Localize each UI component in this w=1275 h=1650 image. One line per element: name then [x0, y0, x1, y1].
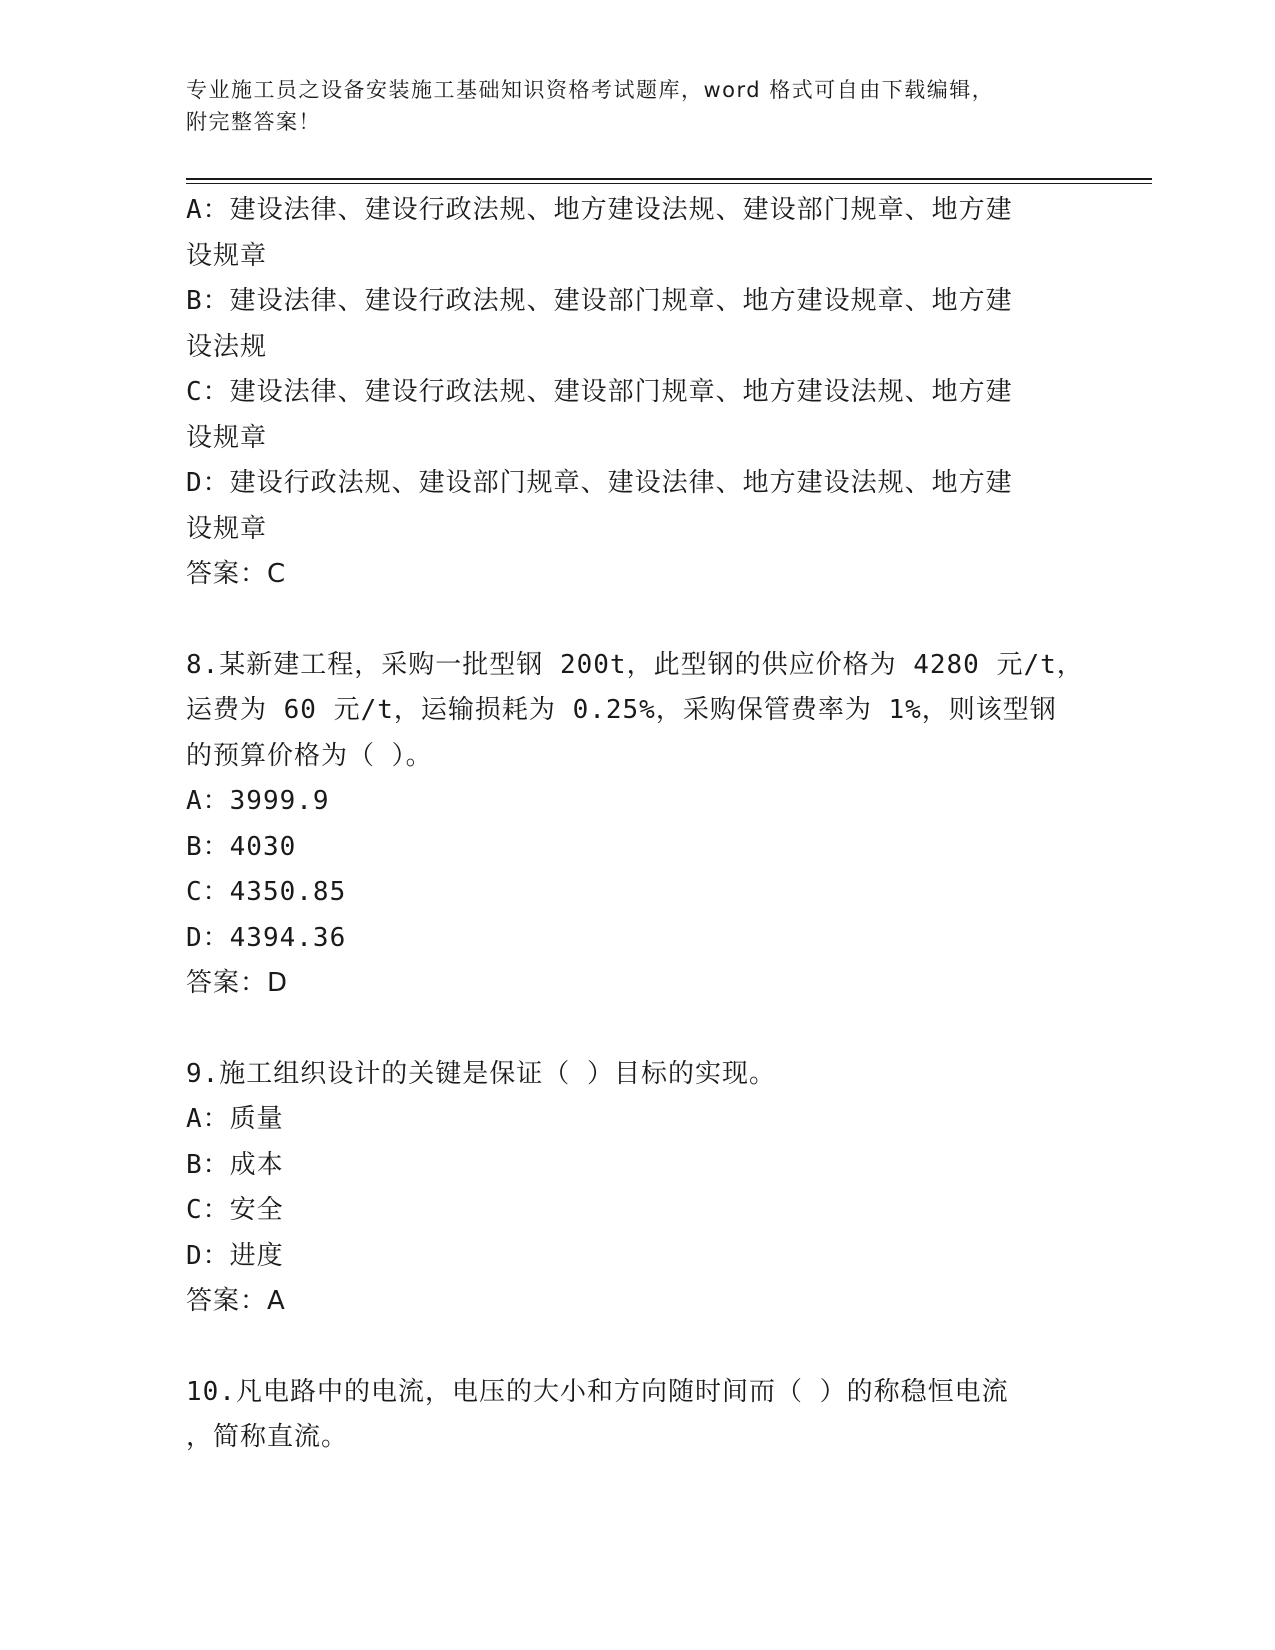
header-divider-thick	[186, 178, 1152, 180]
q9-option-a: A：质量	[186, 1104, 284, 1134]
q8-option-c: C：4350.85	[186, 877, 347, 907]
q7-option-d-line-2: 设规章	[186, 513, 268, 544]
q9-stem: 9.施工组织设计的关键是保证（ ）目标的实现。	[186, 1058, 776, 1089]
spacer	[186, 1007, 1076, 1052]
spacer	[186, 598, 1076, 643]
q8-stem-line-1: 8.某新建工程，采购一批型钢 200t，此型钢的供应价格为 4280 元/t，	[186, 649, 1084, 680]
q8-answer: 答案：D	[186, 968, 289, 998]
q10-stem-line-2: ，简称直流。	[186, 1422, 349, 1452]
q8-stem-line-2: 运费为 60 元/t，运输损耗为 0.25%，采购保管费率为 1%，则该型钢	[186, 695, 1057, 725]
question-7	[186, 188, 1076, 598]
q7-option-c-line-2: 设规章	[186, 422, 268, 453]
header-divider-thin	[186, 183, 1152, 184]
q9-option-d: D：进度	[186, 1240, 284, 1271]
q8-option-b: B：4030	[186, 831, 297, 862]
document-header	[186, 74, 1066, 138]
question-8	[186, 643, 1084, 1007]
q10-stem-line-1: 10.凡电路中的电流，电压的大小和方向随时间而（ ）的称稳恒电流	[186, 1376, 1009, 1407]
q7-option-a-line-2: 设规章	[186, 240, 268, 271]
q7-option-b-line-2: 设法规	[186, 331, 268, 362]
header-line-1: 专业施工员之设备安装施工基础知识资格考试题库，word 格式可自由下载编辑，	[186, 78, 995, 102]
q9-option-b: B：成本	[186, 1149, 284, 1180]
q7-answer: 答案：C	[186, 559, 287, 589]
q7-option-c-line-1: C：建设法律、建设行政法规、建设部门规章、地方建设法规、地方建	[186, 377, 1013, 407]
spacer	[186, 1325, 1076, 1370]
q9-answer: 答案：A	[186, 1286, 286, 1316]
q9-option-c: C：安全	[186, 1195, 284, 1225]
q7-option-b-line-1: B：建设法律、建设行政法规、建设部门规章、地方建设规章、地方建	[186, 286, 1013, 316]
q7-option-d-line-1: D：建设行政法规、建设部门规章、建设法律、地方建设法规、地方建	[186, 468, 1013, 498]
q8-stem-line-3: 的预算价格为（ ）。	[186, 740, 433, 771]
q8-option-d: D：4394.36	[186, 922, 347, 953]
question-9	[186, 1052, 1076, 1325]
question-content	[186, 188, 1084, 1461]
q7-option-a-line-1: A：建设法律、建设行政法规、地方建设法规、建设部门规章、地方建	[186, 195, 1013, 225]
question-10	[186, 1370, 1076, 1461]
q8-option-a: A：3999.9	[186, 786, 330, 816]
header-line-2: 附完整答案！	[186, 110, 321, 134]
